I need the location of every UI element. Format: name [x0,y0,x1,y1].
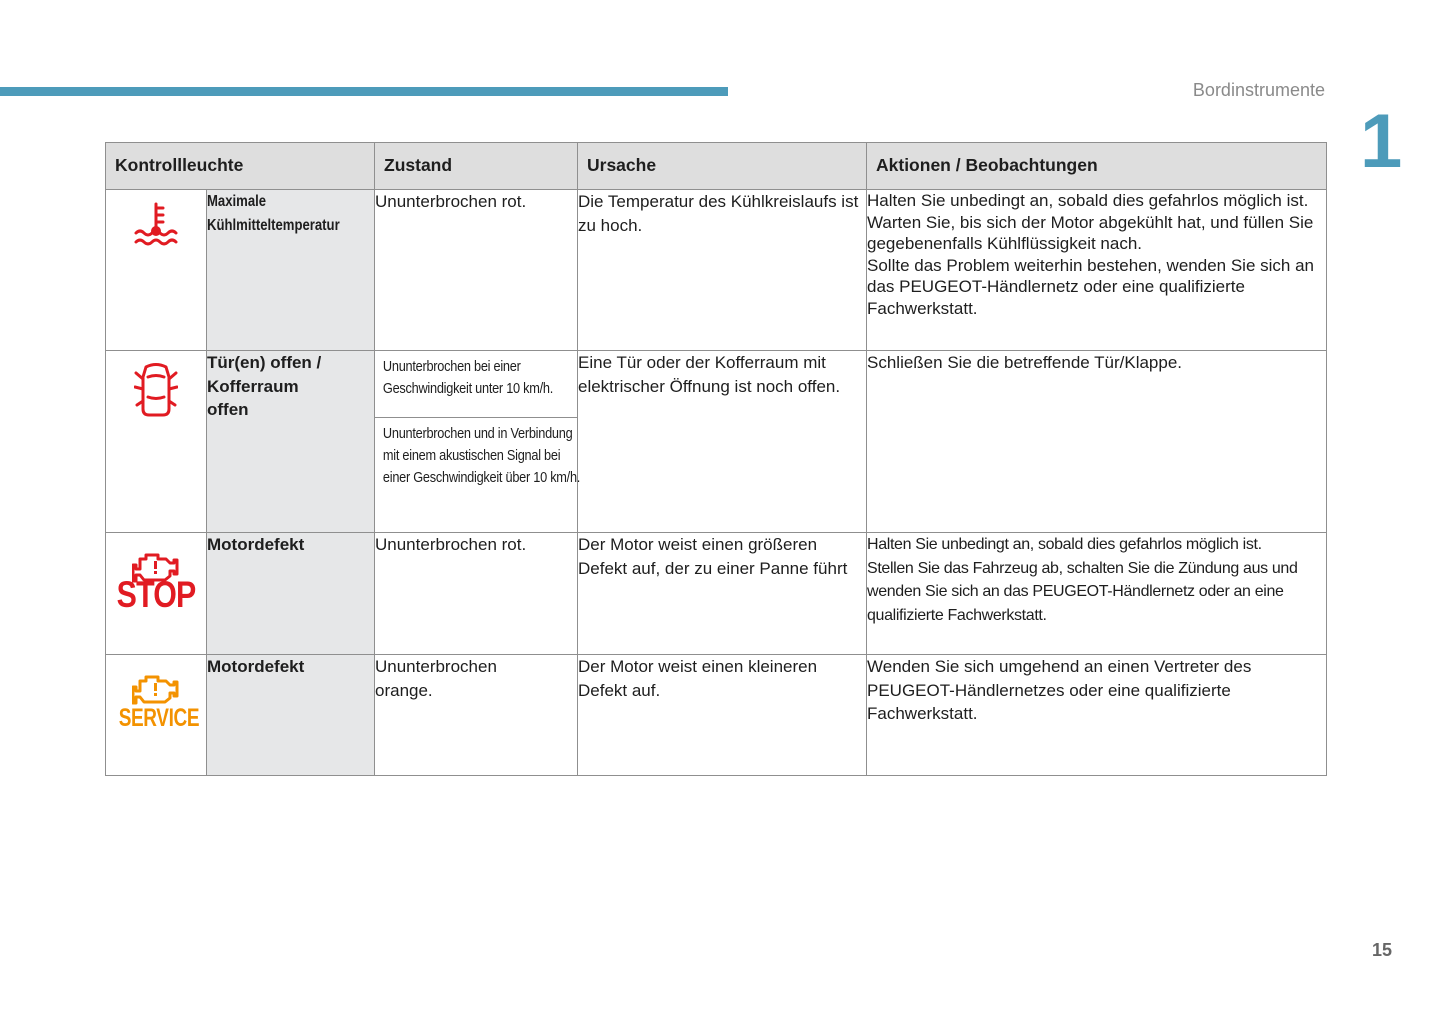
chapter-number: 1 [1360,99,1403,184]
zustand-cell [375,351,578,418]
ursache-cell: Der Motor weist einen kleineren Defekt auf. [578,655,867,776]
zustand-text: Ununterbrochen und in Verbindung mit einem akustischen Signal bei einer Geschwindigkeit über 10 km/h. [382,426,581,486]
table-row [106,533,1327,655]
aktionen-cell [867,533,1327,655]
ursache-cell: Der Motor weist einen größeren Defekt auf, der zu einer Panne führt [578,533,867,655]
aktion-line: Stellen Sie das Fahrzeug ab, schalten Sie die Zündung aus und wenden Sie sich an das PEUGEOT-Händlernetz oder an eine qualifizierte Fachwerkstatt. [867,559,1298,624]
zustand-cell: Ununterbrochen rot. [375,533,578,655]
coolant-temperature-icon [133,200,179,250]
aktion-line: Sollte das Problem weiterhin bestehen, wenden Sie sich an das PEUGEOT-Händlernetz oder eine qualifizierte Fachwerkstatt. [867,255,1314,318]
aktionen-cell: Wenden Sie sich umgehend an einen Vertreter des PEUGEOT-Händlernetzes oder eine qualifizierte Fachwerkstatt. [867,655,1327,776]
header-zustand: Zustand [375,143,578,190]
table-row [106,351,1327,418]
page-number: 15 [1372,940,1393,960]
table-row [106,190,1327,351]
service-badge: SERVICE [118,704,200,732]
icon-cell [106,190,207,351]
light-name: Motordefekt [207,655,375,776]
stop-badge: STOP [116,574,196,615]
table-header-row [106,143,1327,190]
zustand-cell [375,418,581,533]
ursache-cell: Die Temperatur des Kühlkreislaufs ist zu hoch. [578,190,867,351]
icon-cell [106,351,207,533]
icon-cell [106,655,207,776]
section-title: Bordinstrumente [1192,80,1325,100]
aktion-line: Halten Sie unbedingt an, sobald dies gefahrlos möglich ist. [867,536,1262,553]
aktionen-cell [867,190,1327,351]
light-name: Tür(en) offen / Kofferraum offen [207,351,375,533]
header-ursache: Ursache [578,143,867,190]
ursache-cell: Eine Tür oder der Kofferraum mit elektrischer Öffnung ist noch offen. [578,351,867,533]
light-name [207,190,375,351]
header-accent-bar [0,87,728,96]
door-open-icon [134,361,178,421]
zustand-text: Ununterbrochen bei einer Geschwindigkeit unter 10 km/h. [382,359,554,397]
engine-service-icon [132,671,180,707]
light-name: Motordefekt [207,533,375,655]
zustand-cell: Ununterbrochen rot. [375,190,578,351]
zustand-cell: Ununterbrochen orange. [375,655,578,776]
table-row [106,655,1327,776]
header-kontrollleuchte: Kontrollleuchte [106,143,375,190]
warning-lights-table [105,142,1327,776]
aktionen-cell: Schließen Sie die betreffende Tür/Klappe. [867,351,1327,533]
header-aktionen: Aktionen / Beobachtungen [867,143,1327,190]
aktion-line: Warten Sie, bis sich der Motor abgekühlt hat, und füllen Sie gegebenenfalls Kühlflüssigkeit nach. [867,212,1314,253]
aktion-line: Halten Sie unbedingt an, sobald dies gefahrlos möglich ist. [867,191,1309,210]
icon-cell [106,533,207,655]
light-name-text: Maximale Kühlmitteltemperatur [207,193,340,234]
